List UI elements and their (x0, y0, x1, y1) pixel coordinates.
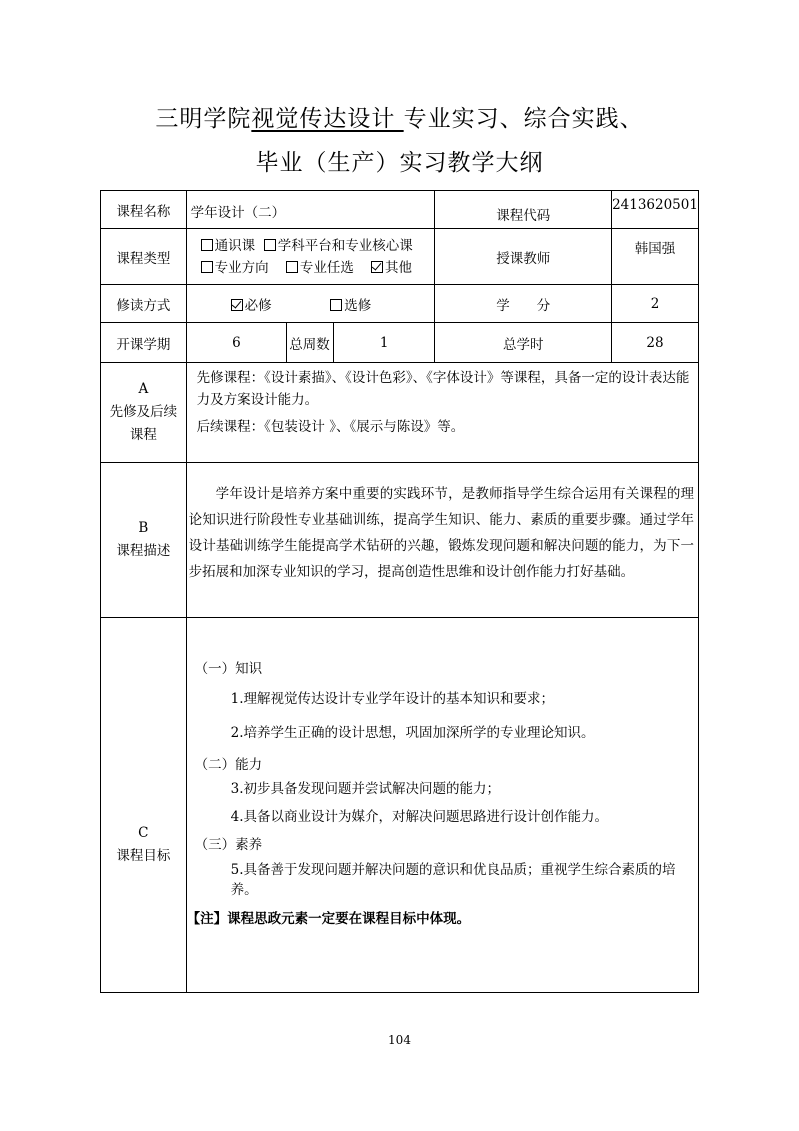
option-core[interactable]: 学科平台和专业核心课 (264, 238, 413, 254)
syllabus-table (100, 190, 699, 993)
row-semester (101, 323, 699, 363)
section-c-label (101, 618, 187, 993)
section-a-title-line1: 先修及后续 (109, 404, 178, 420)
doc-title-line1: 三明学院视觉传达设计 专业实习、综合实践、 (155, 106, 644, 132)
page-number: 104 (388, 1033, 411, 1047)
weeks-value: 1 (333, 323, 435, 363)
checkbox-direction[interactable] (201, 261, 213, 273)
course-type-options-row2 (201, 257, 431, 279)
ideological-note: 【注】课程思政元素一定要在课程目标中体现。 (186, 911, 471, 927)
option-elective[interactable]: 专业任选 (286, 260, 354, 276)
course-code-value: 2413620501 (612, 191, 699, 229)
objective-item-2: 2.培养学生正确的设计思想，巩固加深所学的专业理论知识。 (230, 725, 595, 741)
study-mode-label: 修读方式 (101, 285, 187, 323)
option-general[interactable]: 通识课 (201, 238, 256, 254)
objective-heading-knowledge: （一）知识 (194, 661, 263, 677)
semester-value: 6 (186, 323, 287, 363)
row-study-mode (101, 285, 699, 323)
objective-item-3: 3.初步具备发现问题并尝试解决问题的能力； (230, 781, 501, 797)
hours-value: 28 (612, 323, 699, 363)
row-course-name (101, 191, 699, 229)
option-other[interactable]: 其他 (371, 260, 412, 276)
option-optional[interactable]: 选修 (330, 298, 371, 314)
section-c-title: 课程目标 (116, 848, 171, 864)
checkbox-general[interactable] (201, 239, 213, 251)
objective-item-5: 5.具备善于发现问题并解决问题的意识和优良品质；重视学生综合素质的培养。 (230, 862, 676, 898)
semester-label: 开课学期 (101, 323, 187, 363)
section-a-letter: A (138, 381, 149, 397)
objective-item-4: 4.具备以商业设计为媒介，对解决问题思路进行设计创作能力。 (230, 809, 609, 825)
section-a-row (101, 363, 699, 463)
section-c-letter: C (138, 825, 149, 841)
major-name: 视觉传达设计 (251, 106, 404, 132)
section-b-letter: B (138, 520, 149, 536)
section-b-row (101, 463, 699, 618)
checkbox-other-checked[interactable] (371, 261, 383, 273)
course-type-options-row1 (201, 235, 431, 257)
section-a-label (101, 363, 187, 463)
course-type-label: 课程类型 (101, 229, 187, 285)
checkbox-optional[interactable] (330, 299, 342, 311)
objective-heading-quality: （三）素养 (194, 837, 263, 853)
section-c-row (101, 618, 699, 993)
course-code-label: 课程代码 (435, 191, 612, 229)
follow-up-courses: 后续课程：《包装设计 》、《展示与陈设》等。 (196, 419, 465, 435)
option-required[interactable]: 必修 (231, 298, 272, 314)
course-name-value: 学年设计（二） (186, 191, 435, 229)
section-a-title-line2: 课程 (129, 427, 157, 443)
credit-label: 学 分 (435, 285, 612, 323)
course-description: 学年设计是培养方案中重要的实践环节，是教师指导学生综合运用有关课程的理论知识进行阶段性专业基础训练，提高学生知识、能力、素质的重要步骤。通过学年设计基础训练学生能提高学术钻研的兴趣，锻炼发现问题和解决问题的能力，为下一步拓展和加深专业知识的学习，提高创造性思维和设计创作能力打好基础。 (188, 486, 694, 580)
objective-item-1: 1.理解视觉传达设计专业学年设计的基本知识和要求； (230, 691, 555, 707)
credit-value: 2 (612, 285, 699, 323)
weeks-label: 总周数 (287, 323, 334, 363)
checkbox-elective[interactable] (286, 261, 298, 273)
section-b-title: 课程描述 (116, 543, 171, 559)
teacher-label: 授课教师 (435, 229, 612, 285)
hours-label: 总学时 (435, 323, 612, 363)
prerequisite-courses: 先修课程：《设计素描》、《设计色彩》、《字体设计》等课程，具备一定的设计表达能力及方案设计能力。 (196, 370, 690, 408)
checkbox-core[interactable] (264, 239, 276, 251)
checkbox-required-checked[interactable] (231, 299, 243, 311)
doc-title-line2: 毕业（生产）实习教学大纲 (255, 150, 544, 176)
option-direction[interactable]: 专业方向 (201, 260, 269, 276)
course-name-label: 课程名称 (101, 191, 187, 229)
section-b-label (101, 463, 187, 618)
objective-heading-ability: （二）能力 (194, 757, 263, 773)
row-course-type (101, 229, 699, 285)
teacher-value: 韩国强 (612, 229, 699, 285)
